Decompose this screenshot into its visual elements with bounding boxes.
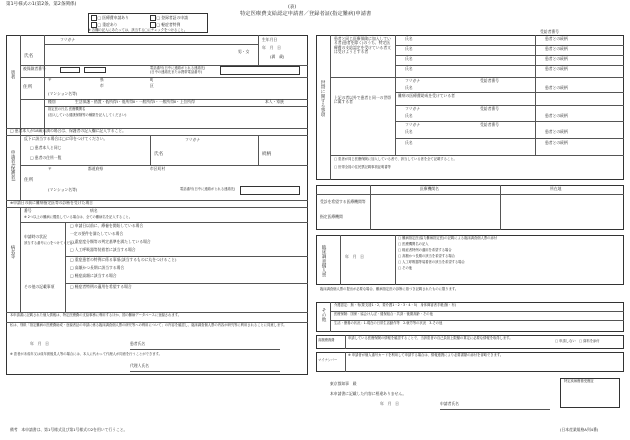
other-desc: 難病の医療費助成を受けている者 bbox=[398, 93, 455, 98]
household-row-4-name: 氏名 bbox=[405, 66, 413, 71]
household-col-rel-1: 患者との続柄 bbox=[545, 36, 568, 41]
pension-options[interactable]: □ 申請しない □ 資料を添付 bbox=[555, 339, 600, 343]
addressee: 東京都知事 殿 bbox=[330, 381, 357, 386]
other-household-title: 上記の者以外で患者と同一の世帯に属する者 bbox=[334, 95, 391, 105]
household-col-rel-3: 患者との続柄 bbox=[545, 56, 568, 61]
tel-input[interactable] bbox=[220, 66, 300, 75]
other-rel-4: 患者との続柄 bbox=[545, 140, 568, 145]
birth-format: 年 月 日 bbox=[262, 45, 281, 50]
disease-sub-hint: 該当する番号に○をつけてください bbox=[24, 241, 77, 245]
ward-label: 区 bbox=[150, 83, 154, 88]
name-label: 氏名 bbox=[24, 54, 34, 59]
other-rel-1: 患者との続柄 bbox=[545, 85, 568, 90]
guardian-section-label: 申請者(保護者) bbox=[10, 150, 15, 182]
other-furigana-3: フリガナ bbox=[405, 122, 420, 127]
same-insurance-title: 患者と同じ医療保険に加入している者(患者を除く)のうち、特定医療費の支給認定を受けている者又は受けようとする者 bbox=[334, 36, 391, 54]
myinfo-title: マイナンバー bbox=[318, 358, 338, 362]
disease-request-note: ※申請日の前に難病指定医等の診断を受けた場合 bbox=[10, 200, 93, 205]
myinfo-text: ※ 申請者が個人番号カードを利用して申請する場合は、情報連携により必要書類の添付を省略できます。 bbox=[348, 353, 504, 357]
insurance-no-label: 被保険者番号 bbox=[23, 66, 46, 71]
sex-options[interactable]: 男・女 bbox=[238, 49, 250, 54]
disease-other-label: その他の記載事項 bbox=[24, 284, 55, 289]
hospital-title: 指定医療機関 bbox=[320, 214, 343, 219]
other-rel-3: 患者との続柄 bbox=[545, 129, 568, 134]
footer-note: 本申請書に記載された個人情報は、特定医療費の支給事務に利用するほか、国の難病データベースに登録されます。 bbox=[10, 313, 182, 317]
household-col-rel-2: 患者との続柄 bbox=[545, 46, 568, 51]
hospital-type-label: 種別 bbox=[48, 99, 56, 104]
clinical-box bbox=[316, 235, 624, 285]
privacy-statement: 私は、別紙「指定難病の医療費助成・登録者証の申請に係る臨床調査個人票の研究等への利用について」の内容を確認し、臨床調査個人票の内容が研究等に利用されることに同意します。 bbox=[10, 323, 287, 327]
disease-check-1[interactable]: □ 申請日以前に、療養を開始している場合 bbox=[70, 223, 144, 228]
city-label: 市 bbox=[100, 83, 104, 88]
guardian-city: 市区町村 bbox=[150, 166, 166, 171]
patient-address-checkbox[interactable]: □ 患者の住所一覧 bbox=[30, 155, 62, 160]
insurance-no-input-2[interactable] bbox=[84, 67, 106, 73]
minor-note: □ 患者本人が18歳未満の場合は、保護者の記入欄に記入すること。 bbox=[10, 128, 126, 133]
page-title: 特定医療費支給認定申請書／登録者証(指定難病)申請書 bbox=[240, 11, 372, 17]
disease-line-4[interactable]: □ 高額かつ長期に該当する場合 bbox=[70, 265, 125, 270]
hospital-box bbox=[316, 185, 624, 230]
guardian-name: 氏名 bbox=[154, 152, 164, 157]
household-section-label: 世帯に関する事項 bbox=[320, 80, 325, 117]
mansion-label: (マンション名等) bbox=[48, 91, 78, 96]
sign-applicant-label: 申請者氏名 bbox=[440, 401, 459, 406]
apply-type-severe[interactable]: □ 重症あり bbox=[91, 22, 117, 28]
other-row-3[interactable]: 生活・療養の状況：1.現在の日常生活動作等 2.就労等の状況 3.その他 bbox=[334, 321, 443, 325]
postal-mark: 〒 bbox=[48, 77, 52, 82]
disease-line-3[interactable]: □ 人工呼吸器等装着者に該当する場合 bbox=[70, 247, 136, 252]
consent-patient-name: 患者氏名 bbox=[130, 341, 146, 346]
apply-type-register[interactable]: □ 登録者証の申請 bbox=[150, 15, 188, 21]
paper-size-note: (日本産業規格A列4番) bbox=[560, 427, 599, 432]
address-label: 住所 bbox=[23, 85, 33, 90]
patient-check-note: 反下に該当する場合は□に印をつけてください。 bbox=[24, 136, 108, 141]
guardian-building: (マンション名等) bbox=[48, 187, 78, 192]
page-mark: (表) bbox=[288, 5, 297, 10]
bottom-note: 備考 本申請書は、第1号様式及び第1号様式の2を用いて行うこと。 bbox=[10, 427, 128, 432]
tel-note-2: (日中の連絡先または携帯電話番号) bbox=[150, 70, 203, 74]
pension-text: 申請している医療保険の情報を確認することで、当該患者の自己負担上限額の算定に必要な情報を取得します。 bbox=[348, 336, 513, 340]
clinical-line-3[interactable]: □ 軽症者特例の適用を希望する場合 bbox=[398, 248, 452, 252]
hospital-col-address: 所在地 bbox=[550, 186, 562, 191]
other-row-1[interactable]: 介護認定：無・有(要支援1・2、要介護1・2・3・4・5) 身体障害者手帳(無・有) bbox=[334, 303, 457, 307]
apply-type-new[interactable]: □ 医療費申請あり bbox=[91, 15, 129, 21]
household-note-1: □ 患者が同じ医療保険に加入している者で、該当している者を全て記載すること。 bbox=[334, 157, 457, 161]
declaration: 本申請書に記載した内容に相違ありません。 bbox=[330, 391, 407, 396]
applicant-section-label: 患者 bbox=[10, 70, 15, 80]
hospital-col-name: 医療機関名 bbox=[420, 186, 439, 191]
guardian-phone-note: 電話番号(日中に連絡がとれる連絡先) bbox=[180, 187, 236, 191]
guardian-address-label: 住所 bbox=[24, 178, 34, 183]
disease-check-3[interactable]: □ 軽症者特例の適用を希望する場合 bbox=[70, 284, 132, 289]
consent-note: ※ 患者が未成年又は成年被後見人等の場合には、本人に代わって代理人が同意を行うことができます。 bbox=[10, 352, 162, 356]
consent-date[interactable]: 年 月 日 bbox=[30, 341, 49, 346]
guardian-tel-input[interactable] bbox=[240, 186, 300, 195]
clinical-line-2[interactable]: □ 医療機関名の記入 bbox=[398, 242, 429, 246]
sex-label: 生年月日 bbox=[262, 37, 278, 42]
hospital-row-label: 受診を希望する医療機関等 bbox=[320, 199, 366, 204]
disease-line-2[interactable]: □ 重症度分類等の判定基準を満たしている場合 bbox=[70, 239, 151, 244]
same-as-patient-checkbox[interactable]: □ 患者本人と同じ bbox=[30, 145, 62, 150]
clinical-line-6[interactable]: □ その他 bbox=[398, 266, 413, 270]
age-field[interactable]: (満 歳) bbox=[270, 54, 285, 59]
clinical-line-1[interactable]: □ 難病指定医(協力難病指定医)の記載による臨床調査個人票の添付 bbox=[398, 236, 498, 240]
disease-check-2[interactable]: □ 重症患者の特例に係る事項(該当するものに丸をつけること) bbox=[70, 257, 177, 262]
other-name-1: 氏名 bbox=[405, 85, 413, 90]
disease-line-1[interactable]: 一定の要件を満たしている場合 bbox=[70, 231, 124, 236]
relation-label[interactable]: 本人・家族 bbox=[265, 99, 284, 104]
pension-title: 高額療養費 bbox=[318, 338, 335, 342]
guardian-relation: 続柄 bbox=[262, 152, 272, 157]
guardian-postal: 〒 bbox=[48, 166, 52, 171]
other-section-label: その他 bbox=[321, 308, 326, 322]
clinical-line-5[interactable]: □ 人工呼吸器等装着者の該当を希望する場合 bbox=[398, 260, 465, 264]
household-col-name: 氏名 bbox=[405, 36, 413, 41]
household-col-rel-4: 患者との続柄 bbox=[545, 66, 568, 71]
disease-section-label: 病名等 bbox=[10, 245, 15, 259]
tel-note: 電話番号(日中に連絡がとれる連絡先) bbox=[150, 66, 206, 70]
apply-note: ※ 各欄の記入にあたっては、該当する□にチェックをつけること。 bbox=[88, 28, 188, 32]
other-recipient-label-2: 受給者番号 bbox=[480, 106, 499, 111]
other-name-3: 氏名 bbox=[405, 129, 413, 134]
income-types[interactable]: 生活保護・措置・低所得Ⅰ・低所得Ⅱ・一般所得Ⅰ・一般所得Ⅱ・上位所得 bbox=[75, 99, 195, 104]
insurance-no-input-1[interactable] bbox=[60, 67, 80, 73]
other-name-2: 氏名 bbox=[405, 113, 413, 118]
other-rel-2: 患者との続柄 bbox=[545, 113, 568, 118]
guardian-prefecture: 都道府県 bbox=[88, 166, 104, 171]
household-title: 受給者番号 bbox=[540, 29, 559, 34]
other-name-4: 氏名 bbox=[405, 140, 413, 145]
sign-date[interactable]: 年 月 日 bbox=[380, 401, 399, 406]
area-note: (加入している健康保険等の種類を記入してください) bbox=[48, 113, 127, 117]
other-recipient-label-3: 受給者番号 bbox=[480, 122, 499, 127]
disease-col-name: 病名 bbox=[90, 208, 98, 213]
consent-agent-name: 代理人氏名 bbox=[130, 363, 149, 368]
disease-line-5[interactable]: □ 軽症高額に該当する場合 bbox=[70, 273, 117, 278]
town-label: 町 bbox=[150, 77, 154, 82]
furigana-label: フリガナ bbox=[60, 37, 75, 42]
household-note-2: □ 世帯全員の住民票記載事項証明書等 bbox=[334, 165, 391, 169]
clinical-note: 臨床調査個人票の提出が必要な場合、難病指定医の診断に基づき記載されたものに限ります。 bbox=[320, 287, 459, 291]
clinical-section-label: 臨床調査個人票 bbox=[321, 245, 326, 278]
disease-sub-status: 申請時の状況 bbox=[24, 234, 47, 239]
household-row-3-name: 氏名 bbox=[405, 56, 413, 61]
clinical-line-4[interactable]: □ 高額かつ長期の該当を希望する場合 bbox=[398, 254, 455, 258]
guardian-furigana: フリガナ bbox=[185, 137, 200, 142]
other-row-2[interactable]: 医療保険：国保・協会けんぽ・健保組合・共済・後期高齢・その他 bbox=[334, 312, 433, 316]
disease-col-no: 番号 bbox=[24, 208, 32, 213]
stamp-label: 特定疾病療養受療証 bbox=[564, 379, 594, 383]
form-number: 第1号様式の1(第2条、第2条関係) bbox=[6, 2, 77, 7]
doctor-note: 指定医の氏名 医療機関名 bbox=[48, 107, 86, 111]
household-row-2-name: 氏名 bbox=[405, 46, 413, 51]
prefecture-label: 県 bbox=[100, 77, 104, 82]
other-furigana-2: フリガナ bbox=[405, 106, 420, 111]
disease-multi-note: ※ 2つ以上の難病に罹患している場合は、全ての難病名を記入すること。 bbox=[24, 215, 133, 219]
clinical-date[interactable]: 年 月 日 bbox=[345, 254, 364, 259]
other-recipient-label-1: 受給者番号 bbox=[480, 78, 499, 83]
other-furigana-1: フリガナ bbox=[405, 78, 420, 83]
apply-type-mild[interactable]: □ 軽症者特例 bbox=[150, 22, 180, 28]
